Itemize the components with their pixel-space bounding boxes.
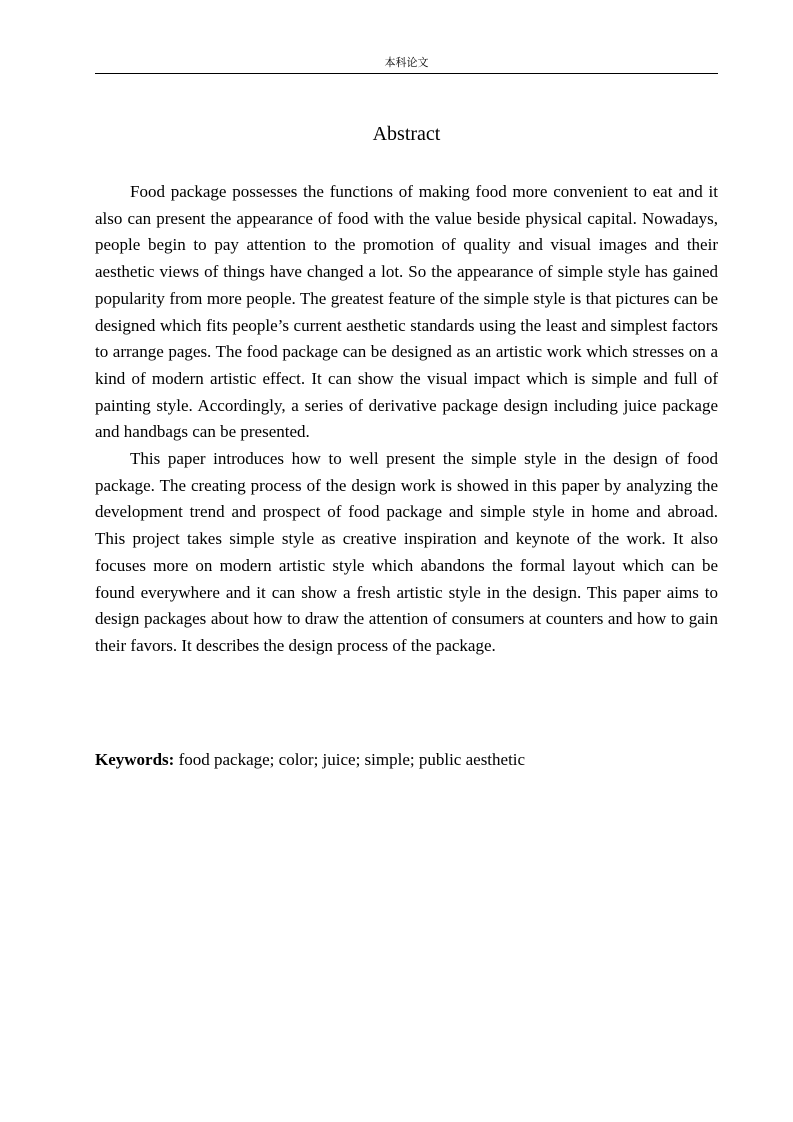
abstract-paragraph-2: This paper introduces how to well present the simple style in the design of food package. The creating process of the design work is showed in this paper by analyzing the development trend and prospect of food package and simple style in home and abroad. This project takes simple style as creative inspiration and keynote of the work. It also focuses more on modern artistic style which abandons the formal layout which can be found everywhere and it can show a fresh artistic style in the design. This paper aims to design packages about how to draw the attention of consumers at counters and how to gain their favors. It describes the design process of the package.: [95, 449, 718, 655]
abstract-body: [95, 179, 718, 660]
running-header: 本科论文: [384, 56, 429, 69]
abstract-paragraph-1: Food package possesses the functions of making food more convenient to eat and it also can present the appearance of food with the value beside physical capital. Nowadays, people begin to pay attention to the promotion of quality and visual images and their aesthetic views of things have changed a lot. So the appearance of simple style has gained popularity from more people. The greatest feature of the simple style is that pictures can be designed which fits people’s current aesthetic standards using the least and simplest factors to arrange pages. The food package can be designed as an artistic work which stresses on a kind of modern artistic effect. It can show the visual impact which is simple and full of painting style. Accordingly, a series of derivative package design including juice package and handbags can be presented.: [95, 182, 718, 442]
keywords-label: Keywords:: [95, 750, 175, 769]
keywords-line: [95, 748, 718, 772]
abstract-title: Abstract: [372, 123, 441, 145]
keywords-text: food package; color; juice; simple; public aesthetic: [174, 750, 526, 769]
header-rule: [95, 73, 718, 74]
